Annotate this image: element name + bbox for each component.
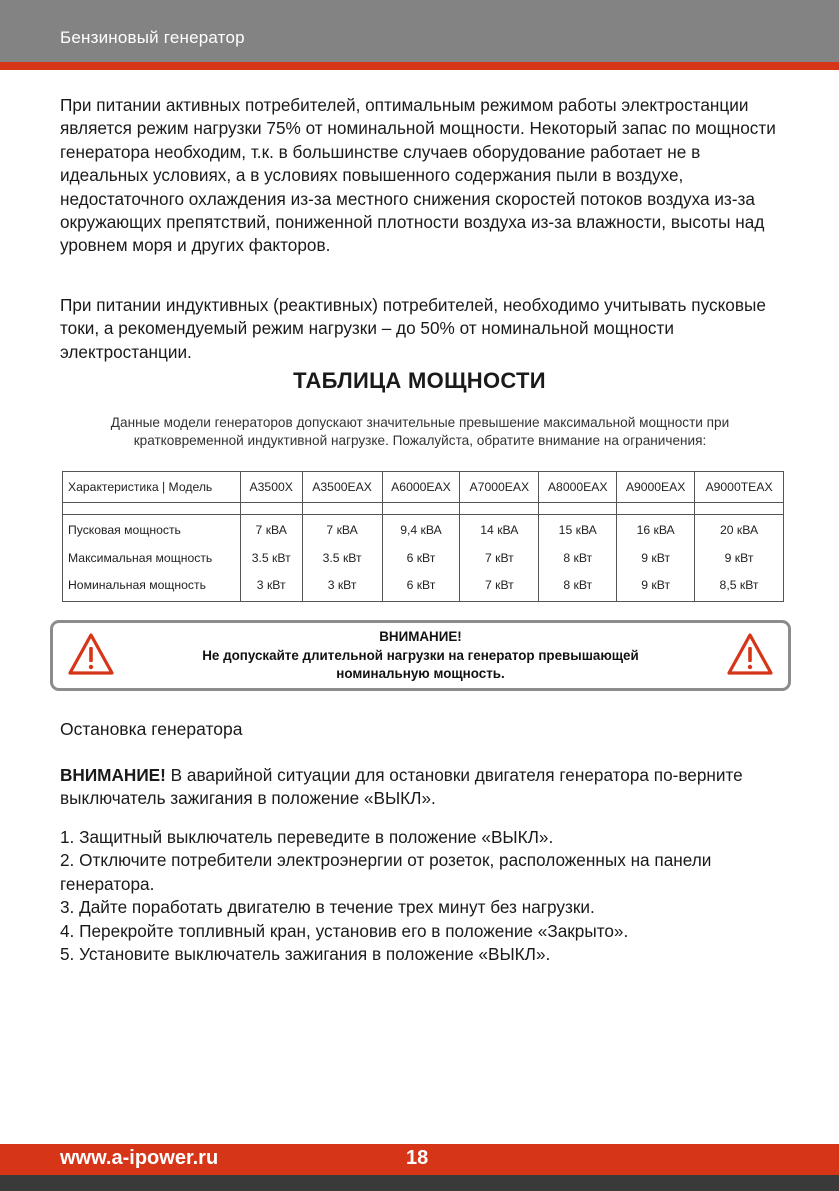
power-table-title: ТАБЛИЦА МОЩНОСТИ <box>293 368 546 393</box>
table-cell: 7 кВт <box>460 570 539 602</box>
footer-url: www.a-ipower.ru <box>60 1147 219 1169</box>
warning-box <box>50 620 791 691</box>
table-cell: 3.5 кВт <box>240 546 302 570</box>
table-cell: 3 кВт <box>240 570 302 602</box>
table-header-model: A9000TEAX <box>695 472 784 503</box>
page-header <box>0 0 839 62</box>
attention-label: ВНИМАНИЕ! <box>60 765 166 785</box>
table-cell: 7 кВА <box>240 515 302 546</box>
intro-paragraph-1: При питании активных потребителей, оптимальным режимом работы электростанции является режим нагрузки 75% от номинальной мощности. Некоторый запас по мощности генератора необходим, т.к. в большинстве случаев оборудование работает не в идеальных условиях, а в условиях повышенного содержания пыли в воздухе, недостаточного охлаждения из-за местного снижения скоростей потоков воздуха из-за окружающих препятствий, пониженной плотности воздуха из-за влажности, высоты над уровнем моря и других факторов. <box>60 95 776 256</box>
header-accent-stripe <box>0 62 839 70</box>
intro-paragraph-2: При питании индуктивных (реактивных) потребителей, необходимо учитывать пусковые токи, а рекомендуемый режим нагрузки – до 50% от номинальной мощности электростанции. <box>60 295 766 362</box>
table-row <box>63 546 784 570</box>
attention-text: В аварийной ситуации для остановки двигателя генератора по-верните выключатель зажигания в положение «ВЫКЛ». <box>60 765 743 809</box>
table-cell: 8 кВт <box>539 570 617 602</box>
warning-triangle-icon <box>726 632 774 676</box>
table-row-label: Максимальная мощность <box>63 546 241 570</box>
table-spacer-row <box>63 503 784 515</box>
footer-dark-bar <box>0 1175 839 1191</box>
table-cell: 7 кВА <box>302 515 382 546</box>
table-row-label: Пусковая мощность <box>63 515 241 546</box>
warning-line-2: номинальную мощность. <box>336 666 505 681</box>
table-cell: 9 кВт <box>695 546 784 570</box>
table-cell: 3 кВт <box>302 570 382 602</box>
list-item: 3. Дайте поработать двигателю в течение трех минут без нагрузки. <box>60 897 595 918</box>
table-header-model: A6000EAX <box>382 472 460 503</box>
page-footer <box>0 1144 839 1175</box>
table-header-row <box>63 472 784 503</box>
table-row-label: Номинальная мощность <box>63 570 241 602</box>
stop-steps-list <box>60 826 780 966</box>
table-header-model: A3500EAX <box>302 472 382 503</box>
section-title-stop: Остановка генератора <box>60 719 243 739</box>
table-cell: 9 кВт <box>617 546 695 570</box>
page-number: 18 <box>406 1147 429 1169</box>
table-row <box>63 570 784 602</box>
table-cell: 14 кВА <box>460 515 539 546</box>
table-cell: 9,4 кВА <box>382 515 460 546</box>
list-item: 2. Отключите потребители электроэнергии от розеток, расположенных на панели генератора. <box>60 850 712 894</box>
table-cell: 6 кВт <box>382 546 460 570</box>
attention-paragraph <box>60 764 780 811</box>
table-header-model: A9000EAX <box>617 472 695 503</box>
table-header-label: Характеристика | Модель <box>63 472 241 503</box>
list-item: 5. Установите выключатель зажигания в положение «ВЫКЛ». <box>60 944 551 965</box>
table-cell: 7 кВт <box>460 546 539 570</box>
warning-title: ВНИМАНИЕ! <box>379 629 462 644</box>
table-cell: 20 кВА <box>695 515 784 546</box>
power-table-note: Данные модели генераторов допускают значительные превышение максимальной мощности при кратковременной индуктивной нагрузке. Пожалуйста, обратите внимание на ограничения: <box>110 415 730 448</box>
table-cell: 16 кВА <box>617 515 695 546</box>
table-header-model: A8000EAX <box>539 472 617 503</box>
table-header-model: A7000EAX <box>460 472 539 503</box>
warning-triangle-icon <box>67 632 115 676</box>
table-cell: 15 кВА <box>539 515 617 546</box>
table-row <box>63 515 784 546</box>
warning-line-1: Не допускайте длительной нагрузки на генератор превышающей <box>202 647 639 663</box>
list-item: 4. Перекройте топливный кран, установив его в положение «Закрыто». <box>60 920 629 941</box>
power-table <box>62 471 784 602</box>
table-cell: 3.5 кВт <box>302 546 382 570</box>
warning-text <box>123 628 718 684</box>
table-header-model: A3500X <box>240 472 302 503</box>
table-cell: 8,5 кВт <box>695 570 784 602</box>
list-item: 1. Защитный выключатель переведите в положение «ВЫКЛ». <box>60 827 554 847</box>
header-title: Бензиновый генератор <box>60 28 245 47</box>
table-cell: 8 кВт <box>539 546 617 570</box>
table-cell: 9 кВт <box>617 570 695 602</box>
table-cell: 6 кВт <box>382 570 460 602</box>
